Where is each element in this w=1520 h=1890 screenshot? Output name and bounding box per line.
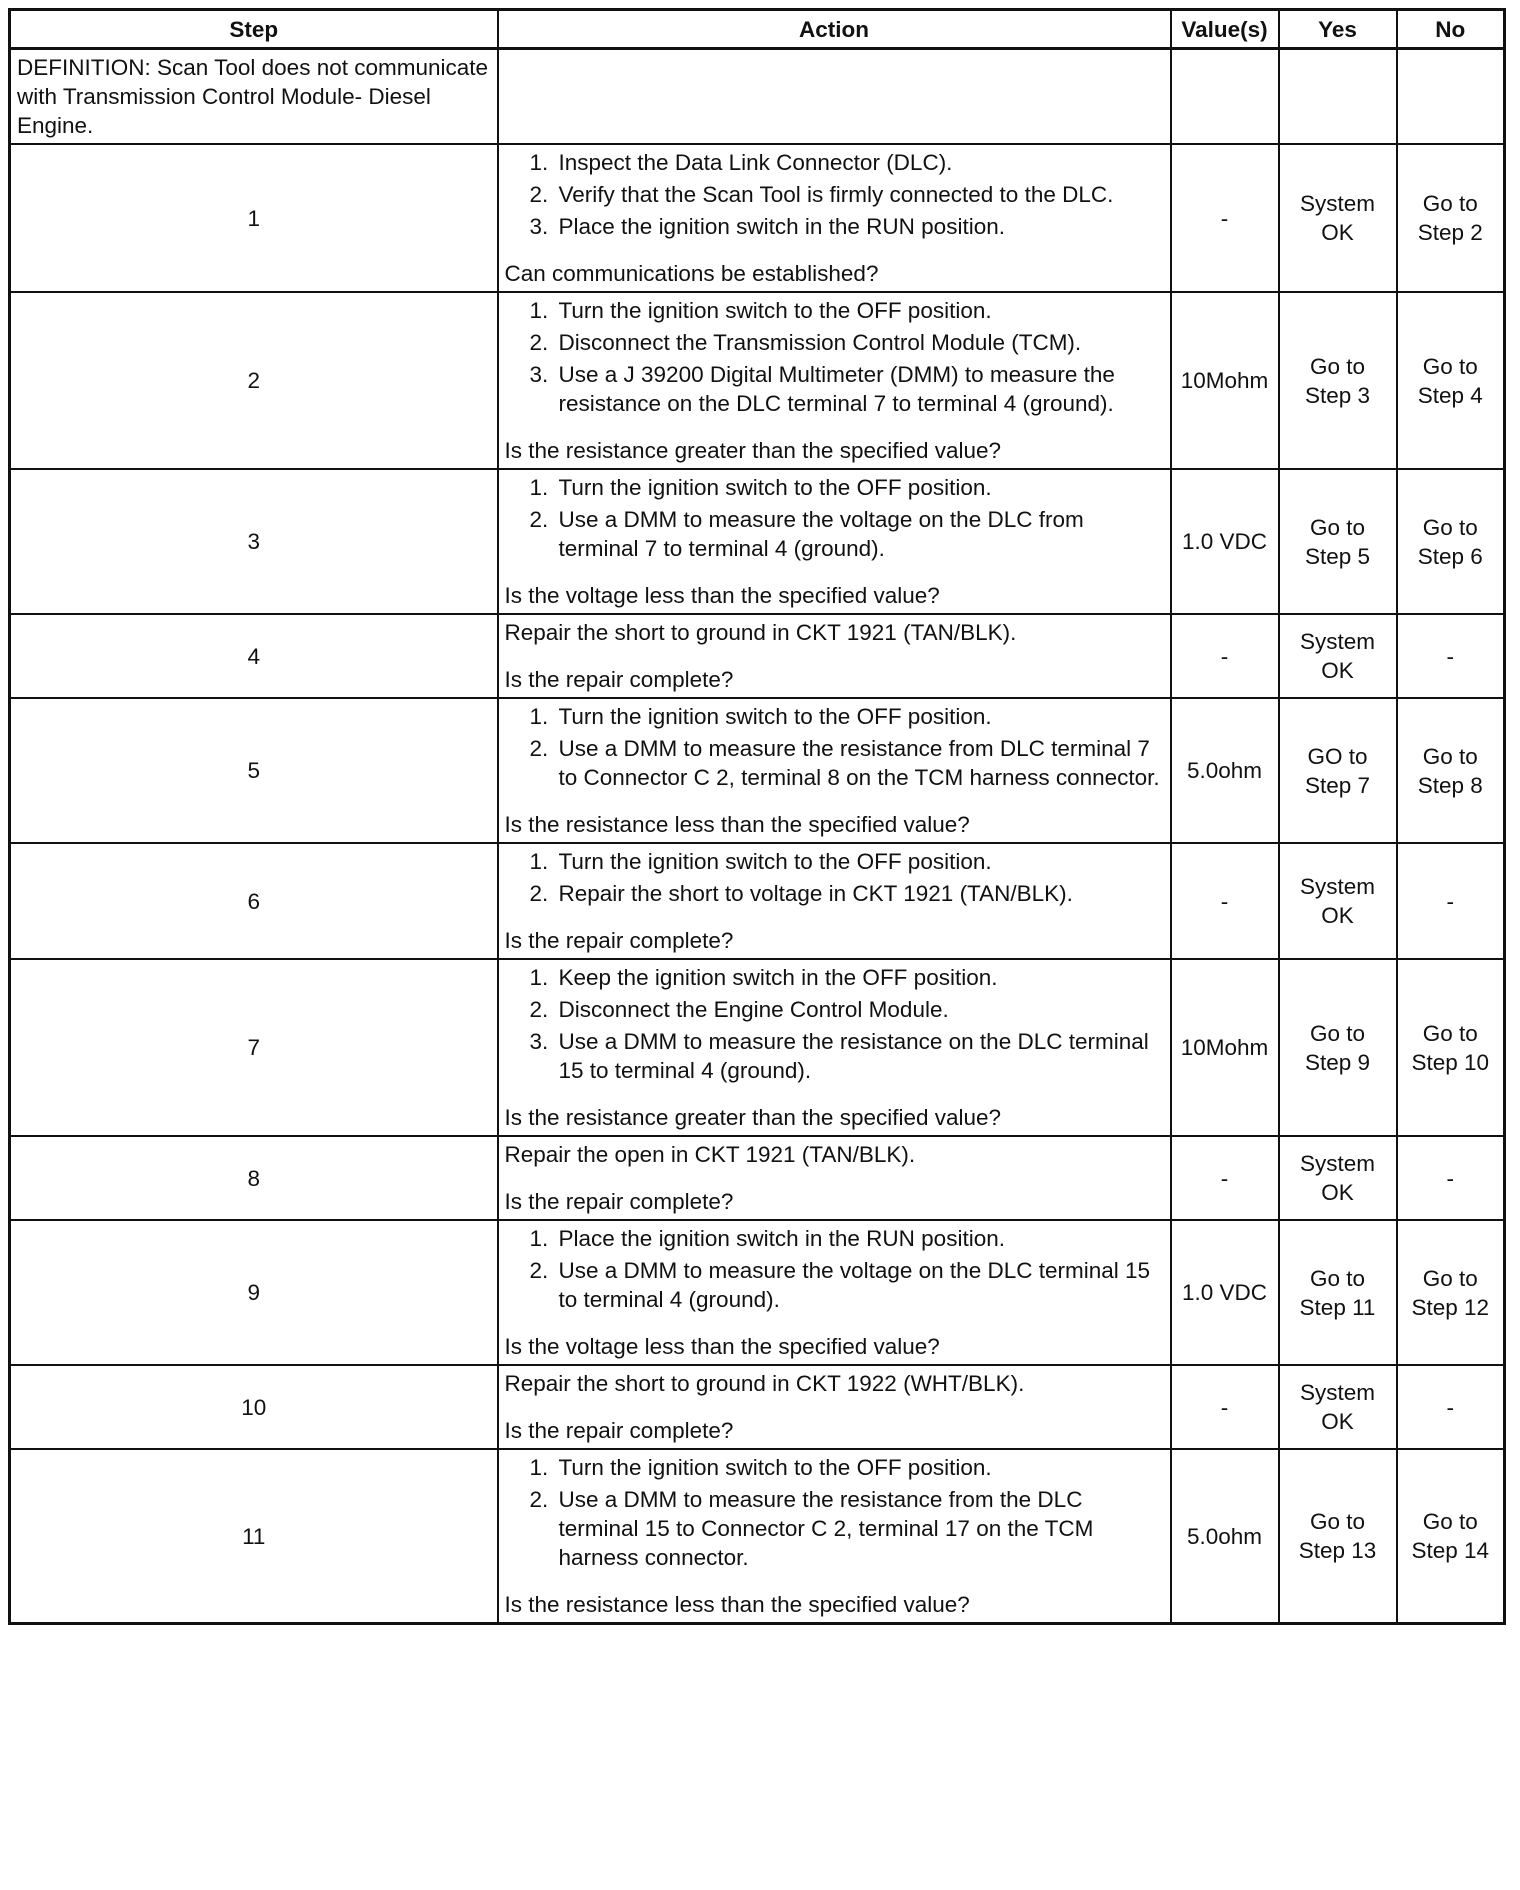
no-cell: [1397, 843, 1505, 959]
header-row: [10, 10, 1505, 49]
action-item: 1. Turn the ignition switch to the OFF position.: [555, 473, 1164, 502]
action-question: Is the repair complete?: [504, 667, 734, 692]
action-question: Is the voltage less than the specified value?: [504, 583, 940, 608]
table-row: [10, 1220, 1505, 1365]
yes-result-line: System: [1299, 874, 1375, 899]
yes-result-line: OK: [1321, 1409, 1354, 1434]
action-question: Is the resistance greater than the specified value?: [504, 1105, 1002, 1130]
value-cell: 1.0 VDC: [1171, 1220, 1279, 1365]
yes-cell: [1279, 469, 1397, 614]
no-result-line: Go to: [1422, 1265, 1478, 1291]
action-question: Can communications be established?: [504, 261, 879, 286]
no-cell: [1397, 614, 1505, 698]
yes-result-line: Step 3: [1304, 382, 1371, 408]
action-item: 1. Place the ignition switch in the RUN position.: [555, 1224, 1164, 1253]
yes-result-line: Go to: [1309, 1020, 1366, 1046]
action-question: Is the repair complete?: [504, 928, 734, 953]
yes-cell: [1279, 1136, 1397, 1220]
header-step: Step: [10, 10, 498, 49]
action-question: Is the voltage less than the specified value?: [504, 1334, 940, 1359]
step-number: 4: [10, 614, 498, 698]
definition-no-empty: [1397, 49, 1505, 145]
action-text: Repair the short to ground in CKT 1921 (TAN/BLK).: [504, 620, 1017, 645]
action-item: 1. Inspect the Data Link Connector (DLC).: [555, 148, 1164, 177]
action-item: 2. Use a DMM to measure the voltage on the DLC from terminal 7 to terminal 4 (ground).: [555, 505, 1164, 563]
step-number: 7: [10, 959, 498, 1136]
value-cell: -: [1171, 843, 1279, 959]
table-row: [10, 614, 1505, 698]
no-result-line: Step 12: [1411, 1294, 1490, 1320]
action-item: 1. Turn the ignition switch to the OFF position.: [555, 1453, 1164, 1482]
no-result-line: Step 14: [1411, 1538, 1490, 1563]
action-cell: [498, 1136, 1171, 1220]
value-cell: -: [1171, 614, 1279, 698]
action-list: [505, 847, 1164, 908]
action-cell: [498, 698, 1171, 843]
action-item: 1. Keep the ignition switch in the OFF position.: [555, 963, 1164, 992]
table-body: [10, 49, 1505, 1624]
action-item: 1. Turn the ignition switch to the OFF position.: [555, 702, 1164, 731]
yes-cell: [1279, 1449, 1397, 1624]
value-cell: -: [1171, 144, 1279, 292]
step-number: 9: [10, 1220, 498, 1365]
action-list: [505, 963, 1164, 1085]
header-yes: Yes: [1279, 10, 1397, 49]
no-result-line: Go to: [1422, 191, 1478, 216]
action-item: 2. Disconnect the Transmission Control Module (TCM).: [555, 328, 1164, 357]
action-list: [505, 1453, 1164, 1572]
no-cell: [1397, 1136, 1505, 1220]
yes-cell: [1279, 959, 1397, 1136]
no-cell: [1397, 292, 1505, 469]
action-text: Repair the open in CKT 1921 (TAN/BLK).: [504, 1142, 916, 1167]
no-result-line: Go to: [1422, 353, 1478, 379]
step-number: 5: [10, 698, 498, 843]
value-cell: 1.0 VDC: [1171, 469, 1279, 614]
yes-result-line: OK: [1321, 658, 1354, 683]
table-row: [10, 843, 1505, 959]
yes-result-line: Step 7: [1304, 772, 1371, 798]
yes-result-line: Step 11: [1299, 1294, 1376, 1320]
table-row: [10, 959, 1505, 1136]
action-question: Is the resistance less than the specified value?: [504, 1592, 970, 1617]
header-action: Action: [498, 10, 1171, 49]
definition-value-empty: [1171, 49, 1279, 145]
diagnostic-table-page: [8, 8, 1503, 1625]
action-item: 3. Use a J 39200 Digital Multimeter (DMM) to measure the resistance on the DLC terminal 7 to terminal 4 (ground).: [555, 360, 1164, 418]
yes-cell: [1279, 614, 1397, 698]
no-result-line: -: [1446, 643, 1454, 669]
definition-row: [10, 49, 1505, 145]
yes-result-line: Step 9: [1304, 1049, 1371, 1075]
no-result-line: -: [1446, 1394, 1454, 1420]
value-cell: 5.0ohm: [1171, 698, 1279, 843]
yes-result-line: System: [1299, 1380, 1375, 1405]
yes-result-line: System: [1299, 629, 1375, 654]
action-item: 2. Repair the short to voltage in CKT 1921 (TAN/BLK).: [555, 879, 1164, 908]
table-row: [10, 144, 1505, 292]
action-item: 2. Verify that the Scan Tool is firmly connected to the DLC.: [555, 180, 1164, 209]
action-question: Is the repair complete?: [504, 1418, 734, 1443]
action-question: Is the resistance less than the specified value?: [504, 812, 970, 837]
yes-result-line: System: [1299, 1151, 1375, 1176]
action-list: [505, 1224, 1164, 1314]
yes-result-line: GO to: [1307, 743, 1368, 769]
no-cell: [1397, 698, 1505, 843]
no-result-line: Go to: [1422, 743, 1478, 769]
action-item: 2. Disconnect the Engine Control Module.: [555, 995, 1164, 1024]
yes-result-line: OK: [1321, 1180, 1354, 1205]
action-cell: [498, 1365, 1171, 1449]
no-result-line: Step 6: [1417, 543, 1483, 569]
definition-yes-empty: [1279, 49, 1397, 145]
no-cell: [1397, 144, 1505, 292]
table-row: [10, 698, 1505, 843]
action-cell: [498, 1449, 1171, 1624]
no-result-line: Step 8: [1417, 772, 1483, 798]
action-item: 2. Use a DMM to measure the voltage on the DLC terminal 15 to terminal 4 (ground).: [555, 1256, 1164, 1314]
yes-result-line: Step 13: [1298, 1538, 1377, 1563]
yes-cell: [1279, 843, 1397, 959]
no-cell: [1397, 1449, 1505, 1624]
action-cell: [498, 1220, 1171, 1365]
yes-cell: [1279, 1365, 1397, 1449]
action-item: 2. Use a DMM to measure the resistance from DLC terminal 7 to Connector C 2, terminal 8 on the TCM harness connector.: [555, 734, 1164, 792]
no-result-line: Step 2: [1417, 220, 1483, 245]
header-no: No: [1397, 10, 1505, 49]
step-number: 11: [10, 1449, 498, 1624]
definition-action-empty: [498, 49, 1171, 145]
value-cell: 5.0ohm: [1171, 1449, 1279, 1624]
action-item: 3. Use a DMM to measure the resistance on the DLC terminal 15 to terminal 4 (ground).: [555, 1027, 1164, 1085]
yes-cell: [1279, 698, 1397, 843]
no-cell: [1397, 959, 1505, 1136]
action-list: [505, 473, 1164, 563]
action-text: Repair the short to ground in CKT 1922 (WHT/BLK).: [504, 1371, 1025, 1396]
yes-result-line: Step 5: [1304, 543, 1371, 569]
yes-result-line: OK: [1321, 903, 1354, 928]
action-cell: [498, 144, 1171, 292]
action-cell: [498, 469, 1171, 614]
value-cell: 10Mohm: [1171, 292, 1279, 469]
value-cell: -: [1171, 1136, 1279, 1220]
action-question: Is the repair complete?: [504, 1189, 734, 1214]
no-result-line: -: [1446, 888, 1454, 914]
yes-result-line: Go to: [1309, 514, 1366, 540]
yes-result-line: Go to: [1309, 353, 1366, 379]
action-item: 2. Use a DMM to measure the resistance from the DLC terminal 15 to Connector C 2, terminal 17 on the TCM harness connector.: [555, 1485, 1164, 1572]
step-number: 6: [10, 843, 498, 959]
no-result-line: Go to: [1422, 1509, 1478, 1534]
step-number: 8: [10, 1136, 498, 1220]
yes-cell: [1279, 144, 1397, 292]
yes-result-line: Go to: [1309, 1509, 1366, 1534]
action-item: 1. Turn the ignition switch to the OFF position.: [555, 296, 1164, 325]
no-cell: [1397, 1220, 1505, 1365]
table-row: [10, 1449, 1505, 1624]
action-list: [505, 296, 1164, 418]
table-row: [10, 1365, 1505, 1449]
value-cell: -: [1171, 1365, 1279, 1449]
value-cell: 10Mohm: [1171, 959, 1279, 1136]
action-cell: [498, 292, 1171, 469]
action-cell: [498, 959, 1171, 1136]
no-result-line: Go to: [1422, 1020, 1478, 1046]
table-row: [10, 469, 1505, 614]
yes-result-line: OK: [1321, 220, 1354, 245]
action-cell: [498, 843, 1171, 959]
no-result-line: Step 4: [1417, 382, 1483, 408]
yes-result-line: Go to: [1309, 1265, 1366, 1291]
step-number: 1: [10, 144, 498, 292]
no-result-line: -: [1446, 1165, 1454, 1191]
table-row: [10, 292, 1505, 469]
step-number: 3: [10, 469, 498, 614]
yes-cell: [1279, 292, 1397, 469]
action-list: [505, 702, 1164, 792]
diagnostic-table: [8, 8, 1506, 1625]
no-result-line: Go to: [1422, 514, 1478, 540]
action-cell: [498, 614, 1171, 698]
action-list: [505, 148, 1164, 241]
yes-cell: [1279, 1220, 1397, 1365]
yes-result-line: System: [1299, 191, 1375, 216]
action-question: Is the resistance greater than the specified value?: [504, 438, 1002, 463]
action-item: 1. Turn the ignition switch to the OFF position.: [555, 847, 1164, 876]
no-cell: [1397, 469, 1505, 614]
table-row: [10, 1136, 1505, 1220]
step-number: 10: [10, 1365, 498, 1449]
header-values: Value(s): [1171, 10, 1279, 49]
no-cell: [1397, 1365, 1505, 1449]
action-item: 3. Place the ignition switch in the RUN position.: [555, 212, 1164, 241]
no-result-line: Step 10: [1411, 1049, 1490, 1075]
step-number: 2: [10, 292, 498, 469]
definition-text: DEFINITION: Scan Tool does not communicate with Transmission Control Module- Diesel Engine.: [10, 49, 498, 145]
